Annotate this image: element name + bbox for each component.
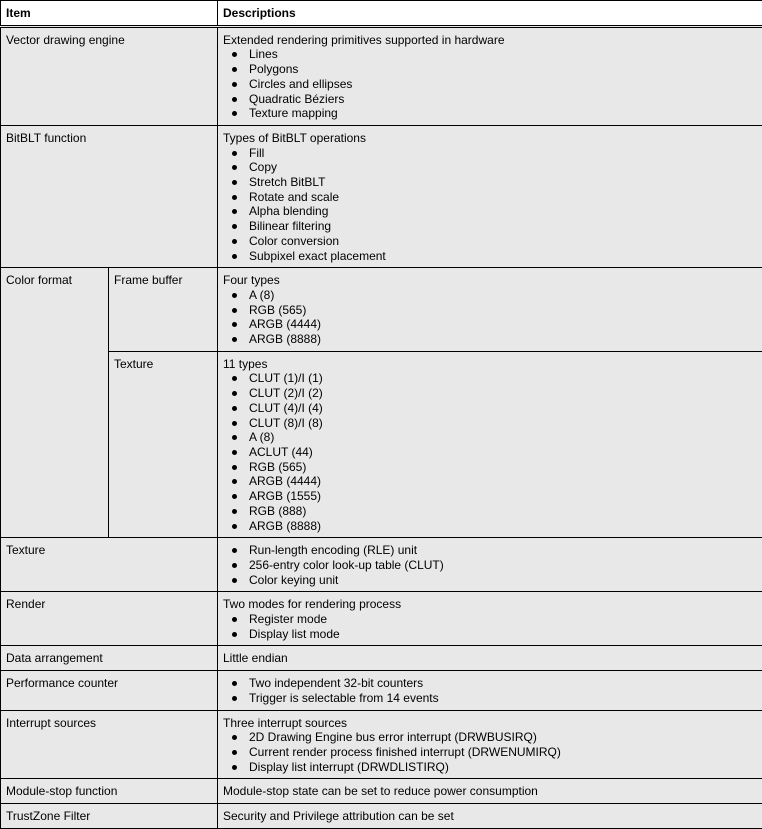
- header-item: Item: [1, 1, 218, 27]
- desc-intro: Three interrupt sources: [223, 716, 757, 731]
- bullet-list: [223, 47, 757, 121]
- bullet-item: ACLUT (44): [223, 445, 757, 460]
- bullet-item: Register mode: [223, 612, 757, 627]
- bullet-item: Quadratic Béziers: [223, 92, 757, 107]
- row-label-vector: Vector drawing engine: [1, 26, 218, 125]
- row-desc-render: [218, 592, 762, 646]
- table-row: [1, 779, 762, 804]
- row-sublabel-texture: Texture: [109, 351, 218, 537]
- row-desc-bitblt: [218, 125, 762, 267]
- desc-intro: Four types: [223, 273, 757, 288]
- header-row: [1, 1, 762, 27]
- bullet-item: RGB (888): [223, 504, 757, 519]
- desc-intro: Two modes for rendering process: [223, 597, 757, 612]
- row-label-bitblt: BitBLT function: [1, 125, 218, 267]
- bullet-item: ARGB (1555): [223, 489, 757, 504]
- table-row: [1, 268, 762, 352]
- bullet-item: ARGB (4444): [223, 474, 757, 489]
- bullet-item: Alpha blending: [223, 204, 757, 219]
- bullet-item: RGB (565): [223, 303, 757, 318]
- row-label-data-arrangement: Data arrangement: [1, 646, 218, 671]
- bullet-list: [223, 371, 757, 533]
- row-label-module-stop: Module-stop function: [1, 779, 218, 804]
- row-desc-trustzone: Security and Privilege attribution can be set: [218, 804, 762, 829]
- table-row: [1, 646, 762, 671]
- table-row: [1, 125, 762, 267]
- bullet-item: Trigger is selectable from 14 events: [223, 691, 757, 706]
- table-row: [1, 351, 762, 537]
- bullet-list: [223, 288, 757, 347]
- bullet-item: Rotate and scale: [223, 190, 757, 205]
- bullet-item: CLUT (8)/I (8): [223, 416, 757, 431]
- bullet-item: CLUT (1)/I (1): [223, 371, 757, 386]
- table-row: [1, 592, 762, 646]
- bullet-list: [223, 146, 757, 264]
- bullet-item: Subpixel exact placement: [223, 249, 757, 264]
- bullet-item: Color conversion: [223, 234, 757, 249]
- bullet-item: Polygons: [223, 62, 757, 77]
- bullet-item: ARGB (4444): [223, 317, 757, 332]
- bullet-item: Stretch BitBLT: [223, 175, 757, 190]
- table-row: [1, 671, 762, 710]
- bullet-list: [223, 676, 757, 705]
- bullet-item: Run-length encoding (RLE) unit: [223, 543, 757, 558]
- header-descriptions: Descriptions: [218, 1, 762, 27]
- row-label-color-format: Color format: [1, 268, 109, 538]
- row-desc-perf-counter: [218, 671, 762, 710]
- row-desc-texture: [218, 538, 762, 592]
- table-row: [1, 710, 762, 779]
- row-desc-frame-buffer: [218, 268, 762, 352]
- row-sublabel-frame-buffer: Frame buffer: [109, 268, 218, 352]
- bullet-item: Lines: [223, 47, 757, 62]
- desc-intro: Types of BitBLT operations: [223, 131, 757, 146]
- bullet-list: [223, 730, 757, 774]
- row-desc-texture-formats: [218, 351, 762, 537]
- table-row: [1, 26, 762, 125]
- desc-intro: Extended rendering primitives supported in hardware: [223, 33, 757, 48]
- row-desc-module-stop: Module-stop state can be set to reduce power consumption: [218, 779, 762, 804]
- row-label-perf-counter: Performance counter: [1, 671, 218, 710]
- row-label-interrupts: Interrupt sources: [1, 710, 218, 779]
- bullet-item: Texture mapping: [223, 106, 757, 121]
- bullet-item: Display list interrupt (DRWDLISTIRQ): [223, 760, 757, 775]
- row-desc-vector: [218, 26, 762, 125]
- table-row: [1, 804, 762, 829]
- bullet-item: CLUT (4)/I (4): [223, 401, 757, 416]
- bullet-item: Current render process finished interrupt (DRWENUMIRQ): [223, 745, 757, 760]
- bullet-item: Bilinear filtering: [223, 219, 757, 234]
- row-desc-interrupts: [218, 710, 762, 779]
- table-row: [1, 538, 762, 592]
- row-label-trustzone: TrustZone Filter: [1, 804, 218, 829]
- row-label-texture: Texture: [1, 538, 218, 592]
- bullet-item: Copy: [223, 160, 757, 175]
- row-label-render: Render: [1, 592, 218, 646]
- bullet-list: [223, 612, 757, 641]
- bullet-item: 2D Drawing Engine bus error interrupt (DRWBUSIRQ): [223, 730, 757, 745]
- bullet-item: Color keying unit: [223, 573, 757, 588]
- bullet-item: CLUT (2)/I (2): [223, 386, 757, 401]
- bullet-item: Fill: [223, 146, 757, 161]
- bullet-item: RGB (565): [223, 460, 757, 475]
- bullet-item: ARGB (8888): [223, 519, 757, 534]
- bullet-list: [223, 543, 757, 587]
- bullet-item: Circles and ellipses: [223, 77, 757, 92]
- bullet-item: A (8): [223, 288, 757, 303]
- bullet-item: Two independent 32-bit counters: [223, 676, 757, 691]
- bullet-item: Display list mode: [223, 627, 757, 642]
- bullet-item: ARGB (8888): [223, 332, 757, 347]
- bullet-item: 256-entry color look-up table (CLUT): [223, 558, 757, 573]
- row-desc-data-arrangement: Little endian: [218, 646, 762, 671]
- desc-intro: 11 types: [223, 357, 757, 372]
- bullet-item: A (8): [223, 430, 757, 445]
